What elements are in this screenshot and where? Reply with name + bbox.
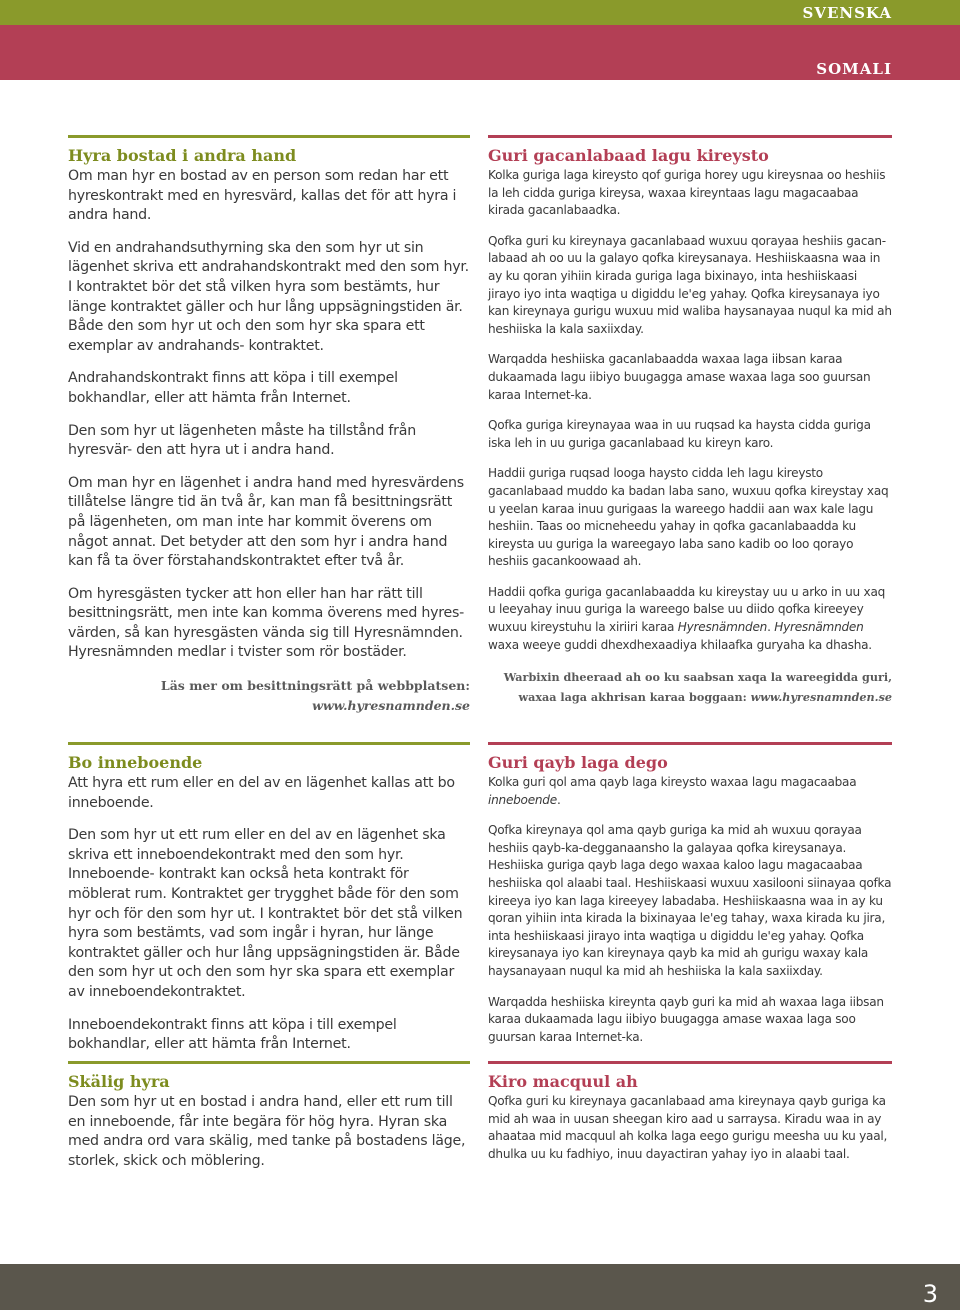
section-skalig-hyra	[68, 1061, 470, 1184]
footer-band	[0, 1264, 960, 1310]
swedish-header-band	[0, 0, 960, 25]
text-run: .	[556, 792, 561, 807]
paragraph: Qofka guriga kireynayaa waa in uu ruqsad ka haysta cidda guriga iska leh in uu guriga gacanlabaad ku kireyn karo.	[488, 418, 871, 450]
language-label-somali: SOMALI	[816, 60, 892, 78]
paragraph: Haddii guriga ruqsad looga haysto cidda leh lagu kireysto gacanlabaad muddo ka badan laba sano, wuxuu qofka kireystay xaq u yeelan karaa inuu gurigaas la wareego haddii aan wax kale lagu heshiin. Taas oo micneheedu yahay in qofka gacanlabaadda ku kireysta uu guriga la wareegayo laba sano kadib oo loo qorayo heshiis gacankoowaad ah.	[488, 466, 889, 569]
section-kiro-macquul	[488, 1061, 892, 1176]
text-run: Haddii qofka guriga gacanlabaadda ku kireystay uu u arko in uu xaq u leeyahay inuu guriga la wareego balse uu diido qofka kireeyey wuxuu kireystuhu la xiriiri karaa	[488, 584, 886, 635]
website-link[interactable]: www.hyresnamnden.se	[312, 698, 470, 714]
paragraph: Qofka guri ku kireynaya gacanlabaad wuxuu qorayaa heshiis gacan- labaad ah oo uu la galayo qofka kireysanaya. Heshiiskaasna waa in ay ku qoran yihiin kirada guriga laga bixinayo, inta heshiiskaasi jirayo iyo inta waqtiga u digiddu le'eg yahay. Qofka kireysanaya iyo kan kireynaya gurigu wuxuu mid waliba haysanayaa nuqul ka mid ah heshiiska la kala saxiixday.	[488, 233, 892, 336]
paragraph: Om man hyr en lägenhet i andra hand med hyresvärdens tillåtelse längre tid än två år, kan man få besittningsrätt på lägenheten, om man inte har kommit överens om något annat. Det betyder att den som hyr i andra hand kan få ta över förstahandskontraktet efter två år.	[68, 474, 464, 570]
text-run: .	[767, 620, 775, 635]
read-more-note	[488, 667, 892, 707]
paragraph	[488, 584, 892, 654]
read-more-text: Warbixin dheeraad ah oo ku saabsan xaqa la wareegidda guri, waxaa laga akhrisan karaa boggaan:	[503, 670, 892, 705]
text-run: Kolka guri qol ama qayb laga kireysto waxaa lagu magacaabaa	[488, 775, 857, 789]
website-link[interactable]: www.hyresnamnden.se	[750, 690, 892, 705]
paragraph: Om man hyr en bostad av en person som redan har ett hyreskontrakt med en hyresvärd, kallas det för att hyra i andra hand.	[68, 168, 457, 224]
paragraph: Warqadda heshiiska kireynta qayb guri ka mid ah waxaa laga iibsan karaa dukaamada lagu iibiyo buugagga amase waxaa laga soo guursan karaa Internet-ka.	[488, 994, 884, 1044]
paragraph: Andrahandskontrakt finns att köpa i till exempel bokhandlar, eller att hämta från Internet.	[68, 370, 398, 406]
emphasis: Hyresnämnden	[774, 620, 864, 635]
text-run: waxa weeye guddi dhexdhexaadiya khilaafka guryaha ka dhasha.	[488, 637, 872, 652]
page-number: 3	[922, 1280, 938, 1308]
somali-header-band	[0, 25, 960, 80]
paragraph: Den som hyr ut ett rum eller en del av en lägenhet ska skriva ett inneboendekontrakt med den som hyr. Inneboende- kontrakt kan också heta kontrakt för möblerat rum. Kontraktet ger trygghet både för den som hyr och för den som hyr ut. I kontraktet bör det stå vilken hyra som bestämts, vad som ingår i hyran, hur länge kontraktet gäller och hur lång uppsägningstiden är. Både den som hyr ut och den som hyr ska spara ett exemplar av inneboendekontraktet.	[68, 827, 463, 1000]
paragraph: Att hyra ett rum eller en del av en lägenhet kallas att bo inneboende.	[68, 775, 455, 811]
section-bo-inneboende	[68, 742, 470, 1068]
section-title: Skälig hyra	[68, 1072, 170, 1091]
section-guri-qayb	[488, 742, 892, 1059]
emphasis: Hyresnämnden	[677, 620, 768, 635]
read-more-note	[68, 676, 470, 716]
paragraph	[488, 774, 892, 809]
paragraph: Kolka guriga laga kireysto qof guriga horey ugu kireysnaa oo heshiis la leh cidda guriga kireysa, waxaa kireyntaas lagu magacaabaa kirada gacanlabaadka.	[488, 168, 886, 218]
section-title: Hyra bostad i andra hand	[68, 146, 297, 165]
section-title: Bo inneboende	[68, 753, 203, 772]
read-more-text: Läs mer om besittningsrätt på webbplatsen:	[160, 678, 470, 694]
paragraph: Den som hyr ut lägenheten måste ha tillstånd från hyresvär- den att hyra ut i andra hand.	[68, 422, 416, 459]
paragraph: Qofka kireynaya qol ama qayb guriga ka mid ah wuxuu qorayaa heshiis qayb-ka-degganaansho la galayaa qofka kireysanaya. Heshiiska guriga qayb laga dego waxaa kaloo lagu magacaabaa heshiiska qol alaabi taal. Heshiiskaasi wuxuu xasilooni siinayaa qofka kireeya iyo kan laga kireeyey labadaba. Heshiiskaasna waa in ay ku qoran yihiin inta kirada la bixinayaa le'eg tahay, waxa kirada ku jira, inta heshiiskaasi jirayo inta waqtiga u digiddu le'eg yahay. Qofka kireysanaya iyo kan kireynaya qayb ka mid ah gurigu waxay kala haysanayaan nuqul ka mid ah heshiiska la kala saxiixday.	[488, 823, 892, 978]
section-guri-gacanlabaad	[488, 135, 892, 707]
paragraph: Vid en andrahandsuthyrning ska den som hyr ut sin lägenhet skriva ett andrahandskontrakt med den som hyr. I kontraktet bör det stå vilken hyra som bestämts, hur länge kontraktet gäller och hur lång uppsägningstiden är. Både den som hyr ut och den som hyr ska spara ett exemplar av andrahands- kontraktet.	[68, 239, 469, 354]
paragraph: Inneboendekontrakt finns att köpa i till exempel bokhandlar, eller att hämta från Internet.	[68, 1016, 397, 1053]
section-title: Guri qayb laga dego	[488, 753, 668, 772]
language-label-svenska: SVENSKA	[802, 4, 892, 22]
paragraph: Den som hyr ut en bostad i andra hand, eller ett rum till en inneboende, får inte begära för hög hyra. Hyran ska med andra ord vara skälig, med tanke på bostadens läge, storlek, skick och möblering.	[68, 1094, 466, 1169]
paragraph: Warqadda heshiiska gacanlabaadda waxaa laga iibsan karaa dukaamada lagu iibiyo buugagga amase waxaa laga soo guursan karaa Internet-ka.	[488, 352, 871, 402]
paragraph: Om hyresgästen tycker att hon eller han har rätt till besittningsrätt, men inte kan komma överens med hyres- värden, så kan hyresgästen vända sig till Hyresnämnden. Hyresnämnden medlar i tvister som rör bostäder.	[68, 585, 465, 661]
section-title: Kiro macquul ah	[488, 1072, 638, 1091]
section-title: Guri gacanlabaad lagu kireysto	[488, 146, 769, 165]
section-hyra-bostad	[68, 135, 470, 716]
paragraph: Qofka guri ku kireynaya gacanlabaad ama kireynaya qayb guriga ka mid ah waa in uusan sheegan kiro aad u sarraysa. Kiradu waa in ay ahaataa mid macquul ah kolka laga eego gurigu meesha uu ku yaal, dhulka uu ku fadhiyo, inuu dayactiran yahay iyo in alaabi taal.	[488, 1094, 888, 1161]
emphasis: inneboende	[488, 792, 557, 807]
